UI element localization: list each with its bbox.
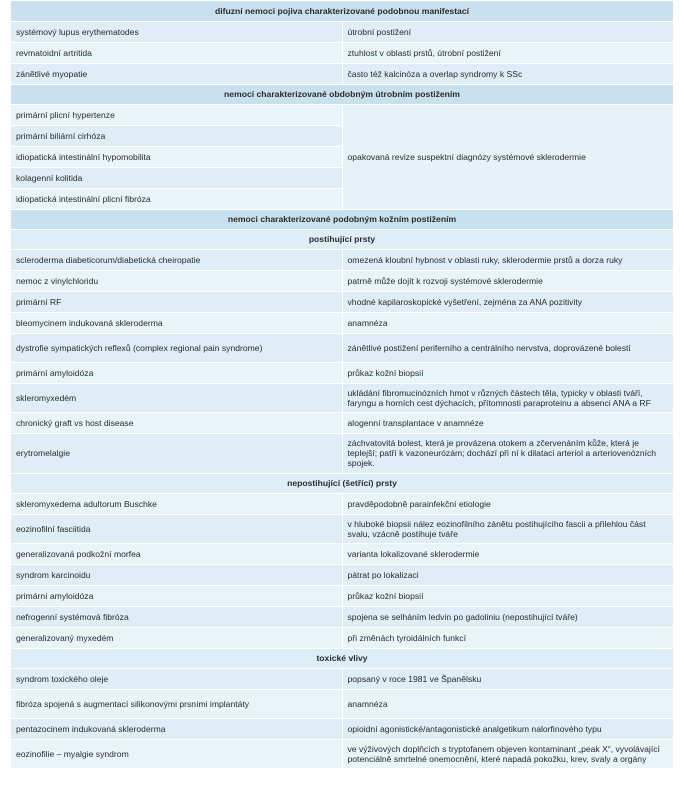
table-row [11, 543, 673, 564]
note-cell: pravděpodobně parainfekční etiologie [342, 493, 673, 514]
table-row [11, 383, 673, 412]
condition-cell: nemoc z vinylchloridu [11, 270, 342, 291]
table-row [11, 333, 673, 362]
table-row [11, 104, 673, 125]
note-cell: popsaný v roce 1981 ve Španělsku [342, 668, 673, 689]
note-cell: opioidní agonistické/antagonistické analgetikum nalorfinového typu [342, 718, 673, 739]
condition-cell: scleroderma diabeticorum/diabetická cheiropatie [11, 249, 342, 270]
table-row [11, 270, 673, 291]
section-title: nemoci charakterizované podobným kožním postižením [11, 209, 673, 229]
table-row [11, 627, 673, 648]
table-row [11, 249, 673, 270]
table-row [11, 668, 673, 689]
section-header-row [11, 209, 673, 229]
table-row [11, 21, 673, 42]
condition-cell: pentazocinem indukovaná skleroderma [11, 718, 342, 739]
subsection-header-row [11, 648, 673, 668]
table-row [11, 739, 673, 768]
note-cell: ztuhlost v oblasti prstů, útrobní postižení [342, 42, 673, 63]
table-row [11, 606, 673, 627]
condition-cell: fibróza spojená s augmentací silikonovými prsními implantáty [11, 689, 342, 718]
note-cell: ve výživových doplňcích s tryptofanem objeven kontaminant „peak X“, vyvolávající potenciálně smrtelné onemocnění, které napadá pokožku, krev, svaly a orgány [342, 739, 673, 768]
table-row [11, 412, 673, 433]
subsection-header-row [11, 473, 673, 493]
condition-cell: primární biliární cirhóza [11, 125, 342, 146]
condition-cell: skleromyxedém [11, 383, 342, 412]
condition-cell: idiopatická intestinální hypomobilita [11, 146, 342, 167]
subsection-title: toxické vlivy [11, 648, 673, 668]
condition-cell: syndrom karcinoidu [11, 564, 342, 585]
note-cell: vhodné kapilaroskopické vyšetření, zejména za ANA pozitivity [342, 291, 673, 312]
note-cell: v hluboké biopsii nález eozinofilního zánětu postihujícího fascii a přilehlou část svalu, vzácně postihuje tváře [342, 514, 673, 543]
note-cell: zánětlivé postižení periferního a centrálního nervstva, doprovázené bolestí [342, 333, 673, 362]
note-cell: záchvatovitá bolest, která je provázena otokem a zčervenáním kůže, která je teplejší; patří k vazoneurózám; dochází při ní k dilataci arteriol a arteriovenózních spojek. [342, 433, 673, 473]
condition-cell: erytromelalgie [11, 433, 342, 473]
table-row [11, 42, 673, 63]
condition-cell: bleomycinem indukovaná skleroderma [11, 312, 342, 333]
table-row [11, 585, 673, 606]
note-cell: spojena se selháním ledvin po gadoliniu (nepostihující tváře) [342, 606, 673, 627]
table-row [11, 291, 673, 312]
note-cell: průkaz kožní biopsií [342, 362, 673, 383]
condition-cell: kolagenní kolitida [11, 167, 342, 188]
note-cell: opakovaná revize suspektní diagnózy systémové sklerodermie [342, 104, 673, 209]
note-cell: často též kalcinóza a overlap syndromy k SSc [342, 63, 673, 84]
condition-cell: skleromyxedema adultorum Buschke [11, 493, 342, 514]
section-title: difuzní nemoci pojiva charakterizované podobnou manifestací [11, 1, 673, 21]
table-row [11, 362, 673, 383]
condition-cell: primární amyloidóza [11, 585, 342, 606]
condition-cell: generalizovaný myxedém [11, 627, 342, 648]
subsection-title: nepostihující (šetřící) prsty [11, 473, 673, 493]
note-cell: průkaz kožní biopsií [342, 585, 673, 606]
table-row [11, 564, 673, 585]
condition-cell: zánětlivé myopatie [11, 63, 342, 84]
note-cell: při změnách tyroidálních funkcí [342, 627, 673, 648]
note-cell: alogenní transplantace v anamnéze [342, 412, 673, 433]
condition-cell: systémový lupus erythematodes [11, 21, 342, 42]
table-row [11, 689, 673, 718]
condition-cell: eozinofilie – myalgie syndrom [11, 739, 342, 768]
note-cell: ukládání fibromucinózních hmot v různých částech těla, typicky v oblasti tváří, faryngu a horních cest dýchacích, přítomnosti paraproteinu a absenci ANA a RF [342, 383, 673, 412]
note-cell: varianta lokalizované sklerodermie [342, 543, 673, 564]
condition-cell: revmatoidní artritida [11, 42, 342, 63]
section-header-row [11, 84, 673, 104]
note-cell: patrně může dojít k rozvoji systémové sklerodermie [342, 270, 673, 291]
condition-cell: primární amyloidóza [11, 362, 342, 383]
note-cell: pátrat po lokalizaci [342, 564, 673, 585]
condition-cell: nefrogenní systémová fibróza [11, 606, 342, 627]
section-title: nemoci charakterizované obdobným útrobním postižením [11, 84, 673, 104]
condition-cell: idiopatická intestinální plicní fibróza [11, 188, 342, 209]
condition-cell: primární plicní hypertenze [11, 104, 342, 125]
table-row [11, 718, 673, 739]
table-row [11, 514, 673, 543]
table-body [11, 1, 673, 768]
table-row [11, 312, 673, 333]
subsection-title: postihující prsty [11, 229, 673, 249]
condition-cell: dystrofie sympatických reflexů (complex regional pain syndrome) [11, 333, 342, 362]
condition-cell: eozinofilní fasciitida [11, 514, 342, 543]
condition-cell: generalizovaná podkožní morfea [11, 543, 342, 564]
note-cell: omezená kloubní hybnost v oblasti ruky, sklerodermie prstů a dorza ruky [342, 249, 673, 270]
note-cell: útrobní postižení [342, 21, 673, 42]
comparison-table [11, 1, 673, 769]
section-header-row [11, 1, 673, 21]
table-row [11, 63, 673, 84]
table-row [11, 493, 673, 514]
condition-cell: chronický graft vs host disease [11, 412, 342, 433]
note-cell: anamnéza [342, 689, 673, 718]
subsection-header-row [11, 229, 673, 249]
condition-cell: syndrom toxického oleje [11, 668, 342, 689]
table-row [11, 433, 673, 473]
note-cell: anamnéza [342, 312, 673, 333]
condition-cell: primární RF [11, 291, 342, 312]
